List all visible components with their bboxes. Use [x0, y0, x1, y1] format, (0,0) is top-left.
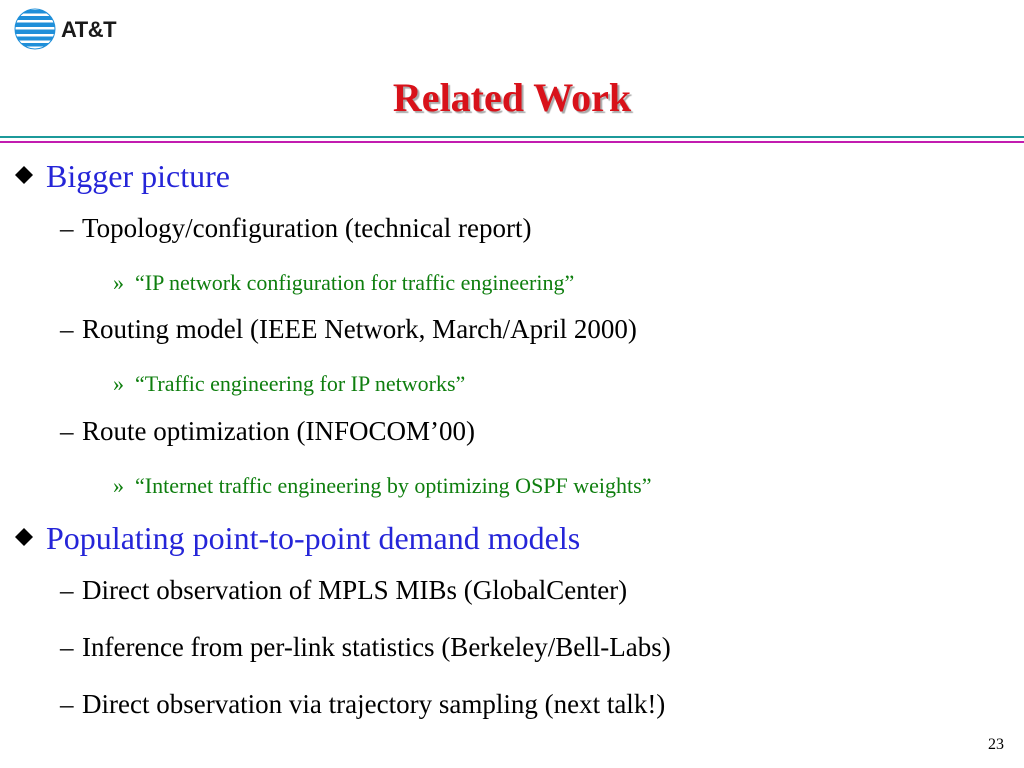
title-rule-magenta	[0, 141, 1024, 143]
logo-wordmark: AT&T	[61, 17, 117, 42]
chevron-marker: »	[113, 270, 124, 295]
title-rule-teal	[0, 136, 1024, 138]
chevron-marker: »	[113, 473, 124, 498]
dash-marker: –	[60, 416, 74, 446]
reference-item	[113, 371, 465, 397]
dash-marker: –	[60, 314, 74, 344]
reference-text: “Internet traffic engineering by optimizing OSPF weights”	[135, 473, 652, 498]
bullet-text: Bigger picture	[46, 158, 230, 194]
dash-marker: –	[60, 213, 74, 243]
subitem-text: Route optimization (INFOCOM’00)	[82, 416, 475, 446]
reference-text: “Traffic engineering for IP networks”	[135, 371, 466, 396]
dash-marker: –	[60, 575, 74, 605]
subitem	[60, 632, 671, 663]
diamond-bullet-icon	[14, 527, 34, 547]
page-number: 23	[988, 736, 1004, 753]
subitem	[60, 314, 637, 345]
chevron-marker: »	[113, 371, 124, 396]
subitem	[60, 213, 531, 244]
bullet-item	[14, 520, 580, 557]
subitem	[60, 575, 627, 606]
bullet-item	[14, 158, 230, 195]
diamond-bullet-icon	[14, 165, 34, 185]
reference-item	[113, 473, 651, 499]
subitem-text: Routing model (IEEE Network, March/April 2000)	[82, 314, 637, 344]
subitem-text: Topology/configuration (technical report)	[82, 213, 532, 243]
globe-icon	[14, 8, 56, 50]
slide-title: Related Work	[392, 75, 632, 120]
reference-item	[113, 270, 574, 296]
subitem-text: Inference from per-link statistics (Berkeley/Bell-Labs)	[82, 632, 671, 662]
subitem	[60, 689, 665, 720]
subitem-text: Direct observation of MPLS MIBs (GlobalCenter)	[82, 575, 628, 605]
reference-text: “IP network configuration for traffic engineering”	[135, 270, 575, 295]
subitem-text: Direct observation via trajectory sampling (next talk!)	[82, 689, 666, 719]
bullet-text: Populating point-to-point demand models	[46, 520, 581, 556]
subitem	[60, 416, 475, 447]
dash-marker: –	[60, 689, 74, 719]
dash-marker: –	[60, 632, 74, 662]
att-logo	[14, 8, 117, 52]
